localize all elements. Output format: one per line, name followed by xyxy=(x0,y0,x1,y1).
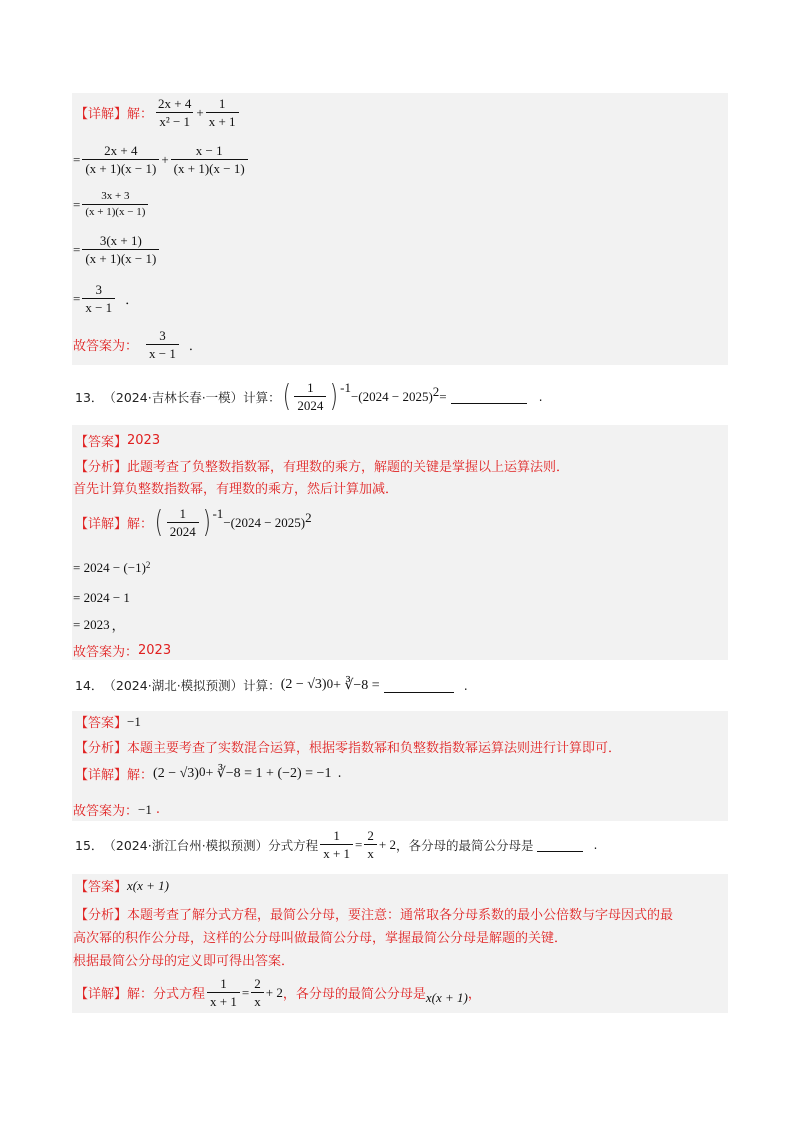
final-answer-value: −1 xyxy=(138,801,152,817)
exponent: -1 xyxy=(340,380,351,395)
detail-label: 【详解】 xyxy=(75,517,128,532)
step-expression: = 2023 xyxy=(73,616,110,632)
comma: ， xyxy=(467,987,481,1002)
period: . xyxy=(155,802,160,817)
answer-blank xyxy=(384,678,454,693)
period: ． xyxy=(188,339,202,354)
expression: (2 − √3) xyxy=(280,677,327,692)
denominator: (x + 1)(x − 1) xyxy=(82,204,148,219)
numerator: 2 xyxy=(367,828,374,843)
final-answer-label: 故答案为： xyxy=(73,645,139,660)
expression: + ∛−8 = xyxy=(333,677,380,693)
q14-final-answer xyxy=(73,800,160,819)
expression: (2 − √3) xyxy=(153,765,199,781)
detail-answer: x(x + 1) xyxy=(425,989,468,1005)
expression: + 2 xyxy=(265,984,283,1000)
fraction xyxy=(171,143,248,176)
step-expression: = 2024 − (−1) xyxy=(73,560,146,575)
numerator: 2 xyxy=(254,976,261,991)
numerator: 2x + 4 xyxy=(104,143,138,158)
expression: −(2024 − 2025) xyxy=(350,388,433,404)
fraction xyxy=(294,380,326,413)
q14-analysis-line xyxy=(75,737,621,756)
detail-label: 【详解】 xyxy=(75,768,128,783)
answer-label: 【答案】 xyxy=(75,716,128,731)
numerator: 3 xyxy=(159,328,166,343)
period: . xyxy=(463,677,468,693)
question-number: 15． xyxy=(75,837,104,853)
denominator: x + 1 xyxy=(207,992,240,1009)
period: . xyxy=(593,837,598,852)
expression: + ∛−8 = 1 + (−2) = −1 xyxy=(205,766,332,781)
denominator: (x + 1)(x − 1) xyxy=(82,249,159,266)
denominator: x + 1 xyxy=(206,112,239,129)
analysis-label: 【分析】 xyxy=(75,908,128,923)
fraction xyxy=(251,976,264,1009)
numerator: x − 1 xyxy=(195,143,223,158)
q13-final-answer xyxy=(73,641,171,660)
numerator: 1 xyxy=(333,828,340,843)
jie-label: 解： xyxy=(127,107,154,122)
question-source: （2024·浙江台州·模拟预测） xyxy=(103,837,269,853)
jie-label: 解： xyxy=(127,987,154,1002)
fraction xyxy=(320,828,353,861)
q15-analysis-line-1 xyxy=(75,904,673,923)
period: . xyxy=(337,766,342,781)
answer-value: −1 xyxy=(127,713,141,729)
fraction xyxy=(82,190,148,219)
jie-label: 解： xyxy=(127,517,154,532)
denominator: x² − 1 xyxy=(156,112,193,129)
analysis-text: 本题主要考查了实数混合运算，根据零指数幂和负整数指数幂运算法则进行计算即可． xyxy=(127,741,622,756)
left-paren: ( xyxy=(154,504,163,540)
p12-step-4: = $\frac{3}{x - 1}$ ． xyxy=(73,282,139,315)
final-answer-value: 2023 xyxy=(138,643,172,658)
q13-step-2 xyxy=(73,590,130,606)
question-13 xyxy=(75,380,543,413)
q14-answer-line xyxy=(75,712,141,731)
denominator: 2024 xyxy=(294,396,326,413)
detail-text: 分式方程 xyxy=(153,987,206,1002)
solution-panel-12 xyxy=(72,93,728,365)
question-text: ，各分母的最简公分母是 xyxy=(395,837,534,853)
fraction xyxy=(206,96,239,129)
p12-final-answer xyxy=(73,328,202,361)
numerator: 2x + 4 xyxy=(158,96,192,111)
analysis-text: 高次幂的积作公分母，这样的公分母叫做最简公分母，掌握最简公分母是解题的关键． xyxy=(73,931,568,946)
fraction xyxy=(167,506,199,539)
final-answer-label: 故答案为： xyxy=(73,339,139,354)
numerator: 1 xyxy=(218,96,226,111)
numerator: 1 xyxy=(179,506,186,521)
denominator: x − 1 xyxy=(82,298,115,315)
exponent: 2 xyxy=(432,384,440,399)
numerator: 1 xyxy=(220,976,227,991)
answer-value: x(x + 1) xyxy=(127,877,169,893)
q13-analysis-line-1 xyxy=(75,456,569,475)
q13-detail-line xyxy=(75,506,312,539)
p12-step-1: = $\frac{2x + 4}{(x + 1)(x - 1)}$ + $\frac{x - 1}{(x + 1)(x - 1)}$ xyxy=(73,143,250,176)
analysis-text: 此题考查了负整数指数幂，有理数的乘方，解题的关键是掌握以上运算法则． xyxy=(127,460,570,475)
fraction xyxy=(82,143,159,176)
fraction xyxy=(82,282,115,315)
analysis-text: 本题考查了解分式方程，最简公分母，要注意：通常取各分母系数的最小公倍数与字母因式的最 xyxy=(127,908,674,923)
expression: + 2 xyxy=(378,836,396,852)
equals-sign: = xyxy=(439,388,447,404)
fraction xyxy=(82,233,159,266)
fraction xyxy=(207,976,240,1009)
q15-analysis-line-3 xyxy=(73,950,294,969)
exponent: 0 xyxy=(198,764,206,779)
expression: −(2024 − 2025) xyxy=(223,514,306,530)
fraction xyxy=(364,828,377,861)
question-number: 13． xyxy=(75,389,104,405)
analysis-text: 根据最简公分母的定义即可得出答案． xyxy=(73,954,295,969)
comma: ， xyxy=(111,618,125,633)
p12-step-2: = $\frac{3x + 3}{(x + 1)(x - 1)}$ xyxy=(73,190,150,219)
answer-blank xyxy=(451,389,527,404)
p12-detail-line: 【详解】 解： $\frac{2x + 4}{\text{x² − 1}}$ + $\frac{1}{x + 1}$ xyxy=(75,96,241,129)
denominator: 2024 xyxy=(167,522,199,539)
q13-step-1 xyxy=(73,560,150,576)
question-prompt: 计算： xyxy=(243,389,281,405)
left-paren: ( xyxy=(282,378,291,414)
detail-label: 【详解】 xyxy=(75,987,128,1002)
numerator: 1 xyxy=(307,380,314,395)
detail-text: ，各分母的最简公分母是 xyxy=(282,987,426,1002)
exponent: 0 xyxy=(326,676,334,691)
question-14 xyxy=(75,676,468,694)
analysis-label: 【分析】 xyxy=(75,741,128,756)
question-source: （2024·湖北·模拟预测） xyxy=(103,678,244,693)
exponent: 2 xyxy=(305,510,312,525)
answer-label: 【答案】 xyxy=(75,435,128,450)
q15-detail-line: 【详解】 解： 分式方程 $\frac{1}{x + 1}$ = $\frac{2}{x}$ + 2 ，各分母的最简公分母是 x(x + 1) ， xyxy=(75,976,481,1009)
q15-analysis-line-2 xyxy=(73,927,567,946)
denominator: x xyxy=(364,844,377,861)
right-paren: ) xyxy=(202,504,211,540)
p12-step-3: = $\frac{3(x + 1)}{(x + 1)(x - 1)}$ xyxy=(73,233,161,266)
analysis-text: 首先计算负整数指数幂，有理数的乘方，然后计算加减． xyxy=(73,482,399,497)
answer-value: 2023 xyxy=(127,433,161,448)
question-prompt: 分式方程 xyxy=(268,837,319,853)
exponent: -1 xyxy=(212,506,224,521)
q13-step-3 xyxy=(73,615,125,634)
numerator: 3(x + 1) xyxy=(99,233,142,248)
question-number: 14． xyxy=(75,678,104,693)
q13-analysis-line-2 xyxy=(73,478,398,497)
jie-label: 解： xyxy=(127,768,154,783)
exponent: 2 xyxy=(145,560,151,570)
q13-answer-line xyxy=(75,431,160,450)
right-paren: ) xyxy=(330,378,339,414)
question-prompt: 计算： xyxy=(243,678,281,693)
period: ． xyxy=(125,292,139,307)
question-source: （2024·吉林长春·一模） xyxy=(103,389,244,405)
numerator: 3x + 3 xyxy=(101,190,130,202)
step-expression: = 2024 − 1 xyxy=(73,590,130,605)
q15-answer-line xyxy=(75,876,169,895)
denominator: x xyxy=(251,992,264,1009)
denominator: (x + 1)(x − 1) xyxy=(82,159,159,176)
answer-label: 【答案】 xyxy=(75,880,128,895)
fraction xyxy=(146,328,179,361)
numerator: 3 xyxy=(95,282,103,297)
denominator: x + 1 xyxy=(320,844,353,861)
analysis-label: 【分析】 xyxy=(75,460,128,475)
final-answer-label: 故答案为： xyxy=(73,804,139,819)
question-15: 15． （2024·浙江台州·模拟预测） 分式方程 $\frac{1}{x + 1}$ = $\frac{2}{x}$ + 2 ，各分母的最简公分母是 . xyxy=(75,828,598,861)
denominator: (x + 1)(x − 1) xyxy=(171,159,248,176)
q14-detail-line xyxy=(75,764,342,783)
period: . xyxy=(538,389,543,404)
answer-blank xyxy=(537,837,583,852)
fraction xyxy=(155,96,194,129)
denominator: x − 1 xyxy=(146,344,179,361)
detail-label: 【详解】 xyxy=(75,107,128,122)
